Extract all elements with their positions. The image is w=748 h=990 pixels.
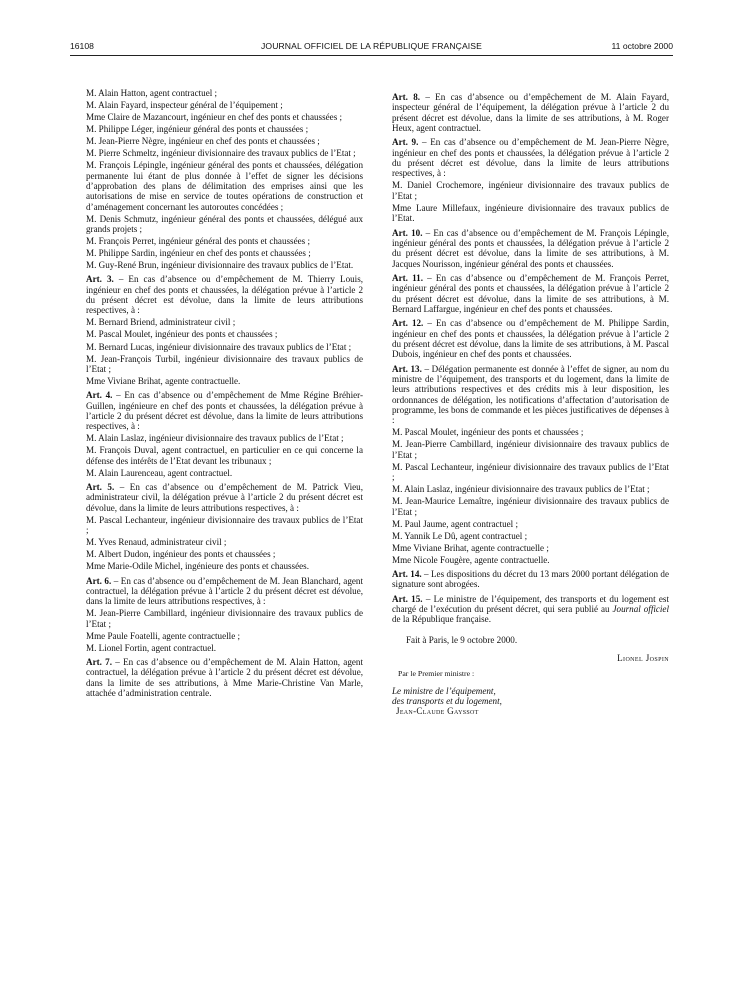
article-number: Art. 7.	[86, 657, 112, 668]
list-paragraph	[392, 496, 669, 517]
article-number: Art. 14.	[392, 569, 422, 579]
list-paragraph	[392, 439, 669, 460]
article-number: Art. 11.	[392, 272, 423, 283]
list-paragraph	[86, 329, 363, 339]
paragraph-text: M. Alain Hatton, agent contractuel ;	[86, 88, 218, 98]
paragraph-text: M. Philippe Léger, ingénieur général des ponts et chaussées ;	[86, 124, 309, 135]
list-paragraph	[86, 561, 363, 571]
paragraph-text: Mme Paule Foatelli, agente contractuelle ;	[86, 630, 241, 641]
paragraph-text: M. Denis Schmutz, ingénieur général des ponts et chaussées, délégué aux grands projets ;	[86, 213, 363, 234]
list-paragraph	[86, 317, 363, 327]
paragraph-text: M. Pascal Moulet, ingénieur des ponts et chaussées ;	[86, 329, 278, 340]
list-paragraph	[86, 160, 363, 212]
left-column	[86, 88, 363, 700]
paragraph-text: M. Guy-René Brun, ingénieur divisionnaire des travaux publics de l’Etat.	[86, 260, 354, 271]
article-paragraph	[86, 657, 363, 698]
paragraph-text: – En cas d’absence ou d’empêchement de M. Alain Fayard, inspecteur général de l’équipement, la délégation prévue à l’article 2 du présent décret est dévolue, dans la limite de ses attributions, à M. Roger Heux, agent contractuel.	[392, 92, 669, 134]
paragraph-text: M. Pierre Schmeltz, ingénieur divisionnaire des travaux publics de l’Etat ;	[86, 148, 356, 159]
list-paragraph	[392, 203, 669, 224]
paragraph-text: M. Bernard Lucas, ingénieur divisionnaire des travaux publics de l’Etat ;	[86, 341, 352, 352]
list-paragraph	[86, 214, 363, 235]
by-prime-minister: Par le Premier ministre :	[398, 669, 475, 679]
paragraph-text: M. Pascal Moulet, ingénieur des ponts et chaussées ;	[392, 427, 584, 438]
paragraph-text: M. François Lépingle, ingénieur général des ponts et chaussées, délégation permanente lui étant de plus donnée à l’effet de signer les décisions d’approbation des plans de délimitation des emprises ainsi que les autorisations de mise en service de toutes opérations de construction et d’aménagement concernant les autoroutes concédées ;	[86, 160, 363, 212]
paragraph-text: – En cas d’absence ou d’empêchement de M. Alain Hatton, agent contractuel, la délégation prévue à l’article 2 du présent décret est dévolue, dans la limite de ses attributions, à Mme Marie-Christine Van Marle, attachée d’administration centrale.	[86, 657, 364, 699]
paragraph-text: M. Alain Laslaz, ingénieur divisionnaire des travaux publics de l’Etat ;	[392, 484, 650, 495]
paragraph-text: M. Jean-Pierre Cambillard, ingénieur divisionnaire des travaux publics de l’Etat ;	[392, 439, 669, 460]
journal-title: JOURNAL OFFICIEL DE LA RÉPUBLIQUE FRANÇAISE	[261, 41, 482, 51]
article-paragraph	[86, 482, 363, 513]
article-number: Art. 13.	[392, 363, 422, 374]
article-number: Art. 15.	[392, 593, 423, 604]
paragraph-text: M. Philippe Sardin, ingénieur en chef des ponts et chaussées ;	[86, 248, 311, 258]
paragraph-text: – En cas d’absence ou d’empêchement de M. Jean-Pierre Nègre, ingénieur en chef des ponts et chaussées, la délégation prévue à l’article 2 du présent décret est dévolue, dans la limite de leurs attributions respectives, à :	[392, 137, 670, 179]
list-paragraph	[86, 100, 363, 110]
paragraph-text: – Les dispositions du décret du 13 mars 2000 portant délégation de signature sont abrogées.	[392, 569, 670, 590]
list-paragraph	[392, 484, 669, 494]
list-paragraph	[392, 555, 669, 565]
article-number: Art. 9.	[392, 137, 419, 148]
minister-title-1: Le ministre de l’équipement,	[392, 685, 496, 696]
list-paragraph	[86, 354, 363, 375]
list-paragraph	[86, 88, 363, 98]
paragraph-text: M. Alain Fayard, inspecteur général de l’équipement ;	[86, 100, 283, 111]
paragraph-text: Mme Laure Millefaux, ingénieure divisionnaire des travaux publics de l’Etat.	[392, 202, 669, 224]
list-paragraph	[86, 112, 363, 122]
list-paragraph	[392, 531, 669, 541]
page-number: 16108	[70, 41, 94, 51]
article-paragraph	[392, 569, 669, 590]
issue-date: 11 octobre 2000	[611, 41, 673, 51]
paragraph-text: M. François Duval, agent contractuel, en particulier en ce qui concerne la défense des intérêts de l’Etat devant les tribunaux ;	[86, 445, 363, 466]
paragraph-text: – En cas d’absence ou d’empêchement de M. Thierry Louis, ingénieur en chef des ponts et chaussées, la délégation prévue à l’article 2 du présent décret est dévolue, dans la limite de leurs attributions respectives, à :	[86, 274, 364, 316]
paragraph-text: Mme Viviane Brihat, agente contractuelle ;	[392, 542, 549, 553]
list-paragraph	[86, 468, 363, 478]
article-paragraph	[392, 594, 669, 625]
place-date: Fait à Paris, le 9 octobre 2000.	[406, 634, 518, 645]
list-paragraph	[86, 445, 363, 466]
list-paragraph	[392, 180, 669, 201]
article-paragraph	[392, 318, 669, 359]
paragraph-text: M. Pascal Lechanteur, ingénieur divisionnaire des travaux publics de l’Etat ;	[392, 461, 669, 483]
article-number: Art. 5.	[86, 482, 115, 493]
paragraph-text: M. Jean-Maurice Lemaître, ingénieur divisionnaire des travaux publics de l’Etat ;	[392, 496, 669, 517]
list-paragraph	[86, 342, 363, 352]
paragraph-text: – En cas d’absence ou d’empêchement de M. Jean Blanchard, agent contractuel, la délégation prévue à l’article 2 du présent décret est dévolue, dans la limite de leurs attributions respectives, à :	[86, 575, 363, 607]
paragraph-text: – En cas d’absence ou d’empêchement de M. Patrick Vieu, administrateur civil, la délégation prévue à l’article 2 du présent décret est dévolue, dans la limite de leurs attributions respectives, à :	[86, 482, 364, 513]
article-paragraph	[392, 137, 669, 178]
article-paragraph	[86, 274, 363, 315]
article-number: Art. 8.	[392, 92, 421, 102]
article-paragraph	[392, 364, 669, 426]
prime-minister-signature: Lionel Jospin	[617, 653, 669, 664]
minister-name: Jean-Claude Gayssot	[396, 706, 479, 717]
italic-text: Journal officiel	[612, 604, 669, 615]
paragraph-text: – En cas d’absence ou d’empêchement de M. Philippe Sardin, ingénieur en chef des ponts et chaussées, la délégation prévue à l’article 2 du présent décret est dévolue, dans la limite de ses attributions, à M. Pascal Dubois, ingénieur en chef des ponts et chaussées.	[392, 318, 669, 360]
list-paragraph	[86, 549, 363, 559]
list-paragraph	[86, 376, 363, 386]
article-number: Art. 6.	[86, 575, 112, 586]
list-paragraph	[392, 519, 669, 529]
paragraph-text: Mme Nicole Fougère, agente contractuelle.	[392, 554, 550, 565]
list-paragraph	[86, 537, 363, 547]
list-paragraph	[392, 427, 669, 437]
paragraph-text: M. Bernard Briend, administrateur civil ;	[86, 317, 236, 328]
paragraph-text: – Le ministre de l’équipement, des transports et du logement est chargé de l’exécution du présent décret, qui sera publié au	[392, 593, 670, 615]
article-paragraph	[86, 576, 363, 607]
paragraph-text: Mme Marie-Odile Michel, ingénieure des ponts et chaussées.	[86, 561, 309, 572]
minister-signature-block	[392, 669, 669, 716]
paragraph-text: M. Jean-François Turbil, ingénieur divisionnaire des travaux publics de l’Etat ;	[86, 353, 363, 374]
paragraph-text: M. Yannik Le Dû, agent contractuel ;	[392, 530, 528, 541]
article-number: Art. 12.	[392, 318, 424, 329]
list-paragraph	[86, 248, 363, 258]
page-header	[70, 41, 673, 55]
paragraph-text: M. Alain Laurenceau, agent contractuel.	[86, 467, 233, 478]
paragraph-text: – En cas d’absence ou d’empêchement de M. François Lépingle, ingénieur général des ponts et chaussées, la délégation prévue à l’article 2 du présent décret est dévolue, dans la limite de ses attributions, à M. Jacques Nourisson, ingénieur général des ponts et chaussées.	[392, 227, 669, 269]
paragraph-text: M. François Perret, ingénieur général des ponts et chaussées ;	[86, 235, 310, 246]
paragraph-text: M. Paul Jaume, agent contractuel ;	[392, 518, 519, 529]
list-paragraph	[86, 236, 363, 246]
paragraph-text: – En cas d’absence ou d’empêchement de M. François Perret, ingénieur général des ponts et chaussées, la délégation prévue à l’article 2 du présent décret est dévolue, dans la limite de ses attributions, à M. Bernard Laffargue, ingénieur en chef des ponts et chaussées.	[392, 272, 670, 314]
list-paragraph	[86, 643, 363, 653]
right-column-body	[392, 92, 669, 625]
paragraph-text: M. Pascal Lechanteur, ingénieur divisionnaire des travaux publics de l’Etat ;	[86, 514, 363, 536]
header-rule	[70, 55, 673, 56]
article-paragraph	[392, 273, 669, 314]
paragraph-text-end: de la République française.	[392, 614, 491, 625]
paragraph-text: – Délégation permanente est donnée à l’effet de signer, au nom du ministre de l’équipement, des transports et du logement, dans la limite de leurs attributions respectives et des crédits mis à leur disposition, les ordonnances de délégation, les notifications d’affectation d’autorisation de programme, les bons de commande et les pièces justificatives de dépenses à :	[392, 363, 669, 426]
list-paragraph	[392, 462, 669, 483]
article-paragraph	[86, 390, 363, 431]
list-paragraph	[392, 543, 669, 553]
article-number: Art. 4.	[86, 390, 113, 401]
list-paragraph	[86, 608, 363, 629]
list-paragraph	[86, 260, 363, 270]
paragraph-text: M. Daniel Crochemore, ingénieur divisionnaire des travaux publics de l’Etat ;	[392, 180, 669, 201]
list-paragraph	[86, 631, 363, 641]
right-column	[392, 88, 669, 717]
article-number: Art. 10.	[392, 227, 423, 238]
list-paragraph	[86, 148, 363, 158]
list-paragraph	[86, 136, 363, 146]
paragraph-text: Mme Claire de Mazancourt, ingénieur en chef des ponts et chaussées ;	[86, 112, 343, 123]
minister-title-2: des transports et du logement,	[392, 695, 502, 706]
paragraph-text: M. Albert Dudon, ingénieur des ponts et chaussées ;	[86, 549, 276, 560]
article-paragraph	[392, 228, 669, 269]
paragraph-text: M. Yves Renaud, administrateur civil ;	[86, 537, 227, 548]
list-paragraph	[86, 515, 363, 536]
paragraph-text: – En cas d’absence ou d’empêchement de Mme Régine Bréhier-Guillen, ingénieure en chef des ponts et chaussées, la délégation prévue à l’article 2 du présent décret est dévolue, dans la limite de leurs attributions respectives, à :	[86, 390, 364, 432]
paragraph-text: M. Lionel Fortin, agent contractuel.	[86, 642, 217, 653]
article-paragraph	[392, 92, 669, 133]
paragraph-text: M. Jean-Pierre Nègre, ingénieur en chef des ponts et chaussées ;	[86, 136, 320, 147]
list-paragraph	[86, 124, 363, 134]
paragraph-text: M. Jean-Pierre Cambillard, ingénieur divisionnaire des travaux publics de l’Etat ;	[86, 608, 363, 629]
article-number: Art. 3.	[86, 274, 114, 285]
list-paragraph	[86, 433, 363, 443]
paragraph-text: Mme Viviane Brihat, agente contractuelle.	[86, 375, 241, 386]
paragraph-text: M. Alain Laslaz, ingénieur divisionnaire des travaux publics de l’Etat ;	[86, 433, 344, 444]
